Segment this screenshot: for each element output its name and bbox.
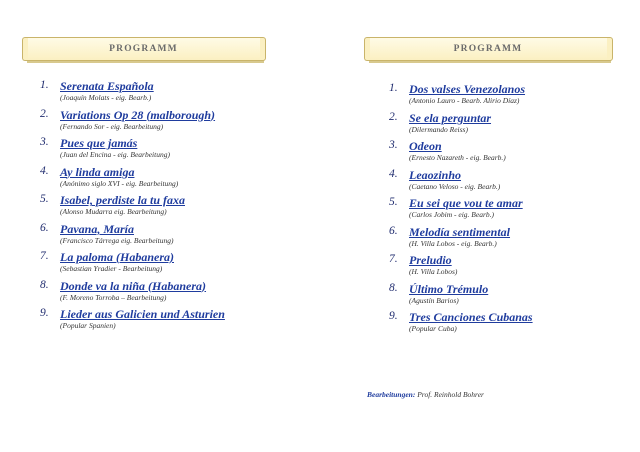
item-number: 5. xyxy=(389,196,398,208)
item-number: 1. xyxy=(40,79,49,91)
item-title: Tres Canciones Cubanas xyxy=(409,310,533,324)
item-title: Odeon xyxy=(409,139,442,153)
item-number: 6. xyxy=(40,221,49,234)
footnote-label: Bearbeitungen: xyxy=(367,390,416,399)
item-credit: (Francisco Tárrega eig. Bearbeitung) xyxy=(60,235,174,245)
item-credit: (Carlos Jobim - eig. Bearb.) xyxy=(409,210,494,219)
item-credit: (Dilermando Reiss) xyxy=(409,124,468,134)
item-number: 4. xyxy=(40,164,49,177)
item-credit: (Popular Cuba) xyxy=(409,324,457,333)
item-credit: (Anónimo siglo XVI - eig. Bearbeitung) xyxy=(60,178,179,188)
item-number: 7. xyxy=(389,253,398,265)
program-banner-left xyxy=(25,37,262,61)
item-number: 3. xyxy=(389,139,398,151)
item-number: 9. xyxy=(389,310,398,322)
item-title: Isabel, perdiste la tu faxa xyxy=(60,193,185,207)
program-column-right xyxy=(345,0,640,452)
item-credit: (H. Villa Lobos) xyxy=(409,267,458,276)
item-title: Pavana, María xyxy=(60,221,135,236)
item-credit: (Alonso Mudarra eig. Bearbeitung) xyxy=(60,207,167,216)
item-number: 8. xyxy=(40,278,49,291)
item-number: 7. xyxy=(40,250,49,262)
item-title: Melodía sentimental xyxy=(409,224,511,239)
item-title: Serenata Española xyxy=(60,79,154,93)
item-number: 5. xyxy=(40,193,49,205)
item-number: 6. xyxy=(389,224,398,237)
item-number: 8. xyxy=(389,281,398,294)
item-credit: (Juan del Encina - eig. Bearbeitung) xyxy=(60,150,170,159)
item-credit: (Agustín Barios) xyxy=(409,295,459,305)
item-credit: (F. Moreno Torroba – Bearbeitung) xyxy=(60,292,167,302)
footnote-text: Prof. Reinhold Bohrer xyxy=(415,390,484,399)
program-heading: PROGRAMM xyxy=(453,44,523,54)
item-title: Dos valses Venezolanos xyxy=(409,82,526,96)
item-title: La paloma (Habanera) xyxy=(60,250,174,264)
item-title: Variations Op 28 (malborough) xyxy=(60,107,216,122)
item-title: Último Trémulo xyxy=(409,281,489,296)
item-title: Donde va la niña (Habanera) xyxy=(60,278,207,293)
item-credit: (Ernesto Nazareth - eig. Bearb.) xyxy=(409,153,506,162)
item-title: Leaozinho xyxy=(409,167,462,182)
item-title: Preludio xyxy=(409,253,452,267)
item-number: 2. xyxy=(40,107,49,120)
item-credit: (Popular Spanien) xyxy=(60,321,116,330)
item-title: Pues que jamás xyxy=(60,136,138,150)
item-number: 9. xyxy=(40,307,49,319)
item-title: Ay linda amiga xyxy=(60,164,135,179)
item-credit: (Joaquín Molats - eig. Bearb.) xyxy=(60,93,152,102)
program-banner-right xyxy=(367,37,609,61)
item-number: 2. xyxy=(389,110,398,123)
item-title: Lieder aus Galicien und Asturien xyxy=(60,307,225,321)
item-number: 4. xyxy=(389,167,398,180)
arrangements-footnote xyxy=(367,390,484,399)
program-column-left xyxy=(0,0,300,452)
item-credit: (Sebastian Yradier - Bearbeitung) xyxy=(60,264,163,273)
item-title: Se ela perguntar xyxy=(409,110,492,125)
program-heading: PROGRAMM xyxy=(109,44,178,54)
item-credit: (H. Villa Lobos - eig. Bearb.) xyxy=(409,238,497,248)
item-title: Eu sei que vou te amar xyxy=(409,196,523,210)
item-number: 1. xyxy=(389,82,398,94)
item-credit: (Fernando Sor - eig. Bearbeitung) xyxy=(60,121,164,131)
item-number: 3. xyxy=(40,136,49,148)
item-credit: (Caetano Veloso - eig. Bearb.) xyxy=(409,181,501,191)
item-credit: (Antonio Lauro - Bearb. Alirio Díaz) xyxy=(409,96,520,105)
